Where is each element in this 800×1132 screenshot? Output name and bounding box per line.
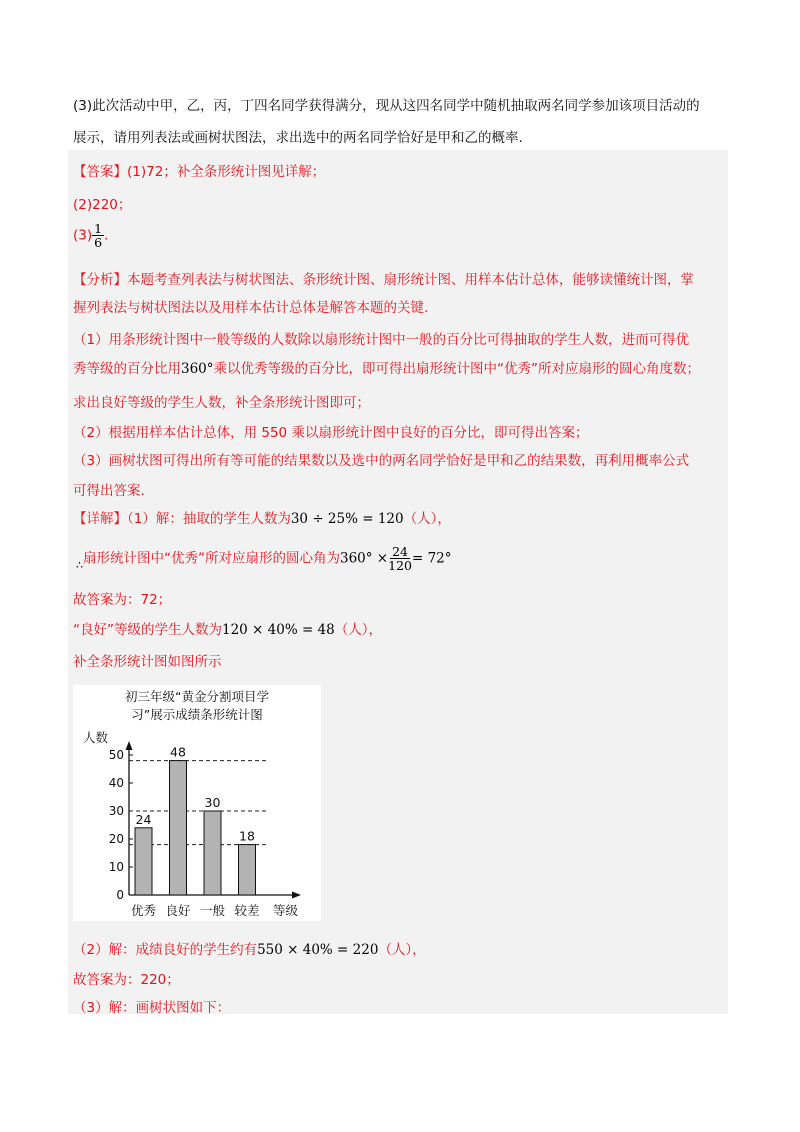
detail-l2-math-pre: 360° × [340, 550, 389, 567]
question-line-1: (3)此次活动中甲，乙，丙，丁四名同学获得满分，现从这四名同学中随机抽取两名同学参加该项目活动的 [73, 98, 700, 114]
question-line-2: 展示，请用列表法或画树状图法，求出选中的两名同学恰好是甲和乙的概率. [73, 130, 523, 146]
analysis-intro-2: 握列表法与树状图法以及用样本估计总体是解答本题的关键. [73, 300, 429, 316]
answer-part-2: (2)220； [73, 197, 132, 213]
detail-line-8: （3）解：画树状图如下： [73, 1000, 231, 1016]
analysis-line-1 [73, 270, 694, 290]
detail-l1a: （1）解：抽取的学生人数为 [127, 511, 291, 527]
analysis-p2: （2）根据用样本估计总体，用 550 乘以扇形统计图中良好的百分比，即可得出答案； [73, 425, 589, 441]
detail-l1-math: 30 ÷ 25% = 120 [290, 511, 404, 527]
chart-bar-value-label: 48 [170, 744, 186, 760]
chart-bar-value-label: 24 [135, 811, 152, 827]
chart-category-label: 优秀 [130, 903, 157, 918]
chart-y-axis-label: 人数 [83, 730, 109, 745]
detail-fraction-numerator: 24 [392, 544, 408, 559]
chart-x-axis-arrow [292, 892, 301, 899]
chart-bar [239, 845, 256, 895]
chart-category-label: 一般 [199, 903, 226, 918]
chart-title-line-1: 初三年级“黄金分割项目学 [125, 689, 269, 704]
detail-l4-math: 120 × 40% = 48 [222, 622, 335, 638]
answer-part-3-suffix: . [104, 227, 109, 244]
detail-line-1 [73, 509, 451, 529]
answer-fraction-denominator: 6 [94, 235, 103, 250]
detail-l6-math: 550 × 40% = 220 [257, 942, 379, 958]
detail-fraction [388, 545, 412, 572]
chart-title-line-2: 习”展示成绩条形统计图 [131, 707, 263, 722]
therefore-symbol: ∴ [76, 558, 83, 572]
detail-label: 【详解】 [73, 511, 127, 527]
analysis-p1-line-3: 求出良好等级的学生人数，补全条形统计图即可； [73, 395, 370, 411]
analysis-p1-line-2 [73, 359, 700, 379]
bar-chart [73, 685, 321, 921]
answer-line-3 [73, 222, 108, 249]
answer-fraction [92, 222, 104, 249]
chart-y-tick-label: 40 [108, 776, 124, 790]
detail-l6a: （2）解：成绩良好的学生约有 [73, 942, 258, 958]
detail-line-2 [76, 545, 452, 576]
answer-line-1 [73, 162, 325, 182]
analysis-p3-line-1: （3）画树状图可得出所有等可能的结果数以及选中的两名同学恰好是甲和乙的结果数，再利用概率公式 [73, 453, 690, 469]
detail-l6b: （人）， [378, 942, 426, 958]
analysis-p1-line-1: （1）用条形统计图中一般等级的人数除以扇形统计图中一般的百分比可得抽取的学生人数，进而可得优 [73, 332, 690, 348]
chart-y-axis-arrow [126, 741, 133, 750]
answer-part-3-prefix: (3) [73, 227, 93, 244]
detail-l4b: （人）， [334, 622, 382, 638]
detail-line-4 [73, 620, 382, 640]
chart-y-tick-label: 20 [108, 832, 124, 846]
chart-bar [170, 761, 187, 895]
chart-x-axis-label: 等级 [273, 903, 299, 918]
chart-bar [135, 828, 152, 895]
bar-chart-container [73, 685, 321, 921]
analysis-p1-line-2b: 乘以优秀等级的百分比，即可得出扇形统计图中“优秀”所对应扇形的圆心角度数； [213, 361, 701, 377]
chart-category-label: 良好 [165, 903, 191, 918]
analysis-label: 【分析】 [73, 272, 127, 288]
chart-bar-value-label: 30 [204, 795, 221, 810]
analysis-p3-line-2: 可得出答案. [73, 483, 145, 499]
chart-category-label: 较差 [234, 903, 260, 918]
detail-l1b: （人）， [403, 511, 451, 527]
chart-bar-value-label: 18 [239, 828, 255, 844]
answer-part-1: (1)72；补全条形统计图见详解； [127, 164, 326, 180]
detail-line-6 [73, 940, 426, 960]
chart-plot-area [109, 741, 301, 918]
analysis-degree-math: 360° [181, 361, 214, 377]
answer-fraction-numerator: 1 [94, 221, 103, 236]
detail-line-7: 故答案为：220； [73, 972, 180, 988]
chart-y-tick-label: 30 [108, 804, 124, 818]
analysis-p1-line-2a: 秀等级的百分比用 [73, 361, 181, 377]
detail-line-5: 补全条形统计图如图所示 [73, 654, 222, 670]
chart-y-tick-label: 50 [108, 748, 124, 762]
detail-l2a: 扇形统计图中“优秀”所对应扇形的圆心角为 [83, 550, 340, 567]
chart-y-tick-label: 10 [108, 860, 124, 874]
chart-y-tick-label: 0 [116, 888, 124, 902]
chart-bar [204, 811, 221, 895]
answer-label: 【答案】 [73, 164, 127, 180]
detail-fraction-denominator: 120 [388, 558, 412, 573]
detail-l2-math-post: = 72° [411, 550, 452, 567]
detail-line-3: 故答案为：72； [73, 592, 172, 608]
detail-l4a: “良好”等级的学生人数为 [73, 622, 222, 638]
analysis-intro-1: 本题考查列表法与树状图法、条形统计图、扇形统计图、用样本估计总体，能够读懂统计图，掌 [127, 272, 694, 288]
